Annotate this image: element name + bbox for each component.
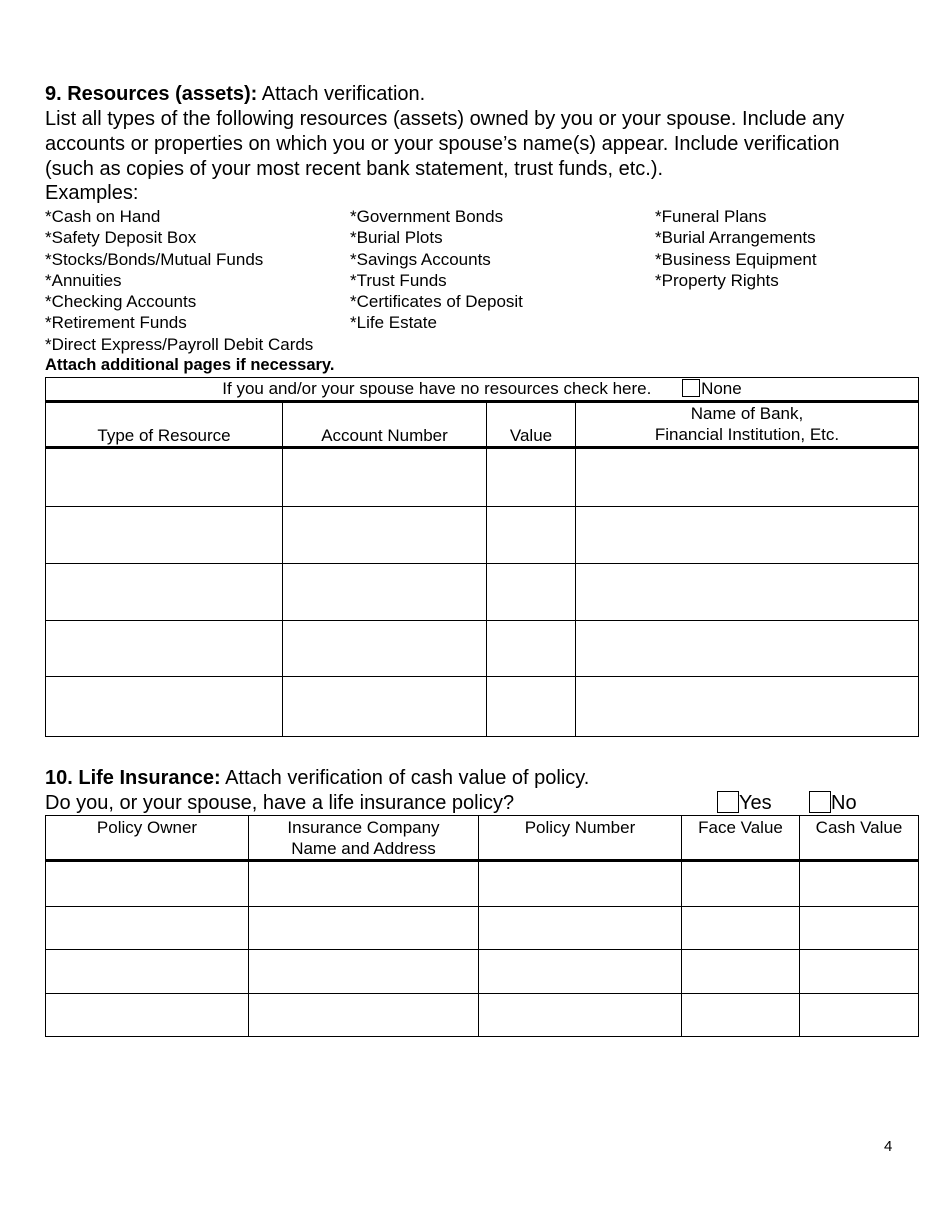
no-option[interactable]: [809, 791, 857, 816]
examples-label: Examples:: [45, 182, 139, 204]
section-9-title-rest: Attach verification.: [257, 83, 426, 105]
header-type-of-resource: Type of Resource: [97, 426, 231, 445]
example-item: *Government Bonds: [350, 207, 504, 226]
section-9-description: List all types of the following resources (assets) owned by you or your spouse. Include any accounts or properties on which you or your spouse’s name(s) appear. Include verification (such as copies of your most recent bank statement, trust funds, etc.).: [45, 108, 845, 180]
column-divider: [681, 816, 682, 1036]
column-divider: [799, 816, 800, 1036]
examples-column-3: [655, 206, 817, 291]
row-divider: [46, 906, 918, 907]
examples-column-2: [350, 206, 523, 334]
column-divider: [282, 403, 283, 736]
resources-table: [45, 377, 919, 737]
header-face-value: Face Value: [698, 818, 783, 837]
header-cash-value: Cash Value: [815, 818, 903, 837]
example-item: *Safety Deposit Box: [45, 228, 197, 248]
header-divider: [46, 446, 918, 449]
example-item: *Checking Accounts: [45, 292, 197, 312]
example-item: *Funeral Plans: [655, 207, 767, 226]
no-resources-prompt: If you and/or your spouse have no resources check here.: [222, 379, 652, 398]
examples-column-1: [45, 206, 313, 355]
header-account-number: Account Number: [321, 426, 448, 445]
example-item: *Trust Funds: [350, 270, 447, 290]
header-company-line-1: Insurance Company: [287, 818, 440, 837]
example-item: *Property Rights: [655, 270, 779, 290]
none-checkbox[interactable]: [682, 379, 700, 397]
header-divider: [46, 859, 918, 862]
column-divider: [486, 403, 487, 736]
example-item: *Life Estate: [350, 313, 437, 333]
no-resources-row: [46, 378, 918, 403]
row-divider: [46, 563, 918, 564]
resources-grid: [46, 403, 918, 736]
row-divider: [46, 676, 918, 677]
header-policy-number: Policy Number: [524, 818, 636, 837]
yes-option[interactable]: [717, 791, 772, 816]
section-9-title: [45, 82, 425, 107]
page-number: 4: [884, 1138, 893, 1155]
example-item: *Annuities: [45, 270, 122, 290]
life-insurance-question: Do you, or your spouse, have a life insurance policy?: [45, 792, 515, 814]
example-item: *Savings Accounts: [350, 249, 491, 269]
example-item: *Certificates of Deposit: [350, 292, 523, 312]
section-10-title-rest: Attach verification of cash value of policy.: [220, 767, 590, 789]
header-bank-name: [576, 403, 918, 445]
header-policy-owner: Policy Owner: [96, 818, 198, 837]
header-insurance-company: [249, 817, 478, 859]
example-item: *Business Equipment: [655, 249, 817, 269]
example-item: *Burial Arrangements: [655, 228, 816, 248]
section-10-title-bold: 10. Life Insurance:: [45, 767, 221, 789]
row-divider: [46, 506, 918, 507]
header-bank-line-2: Financial Institution, Etc.: [654, 425, 840, 444]
section-10-title: [45, 766, 589, 791]
no-checkbox[interactable]: [809, 791, 831, 813]
example-item: *Retirement Funds: [45, 313, 187, 333]
header-company-line-2: Name and Address: [291, 839, 436, 858]
column-divider: [575, 403, 576, 736]
attach-pages-note: Attach additional pages if necessary.: [45, 356, 335, 374]
yes-label: Yes: [739, 792, 772, 814]
column-divider: [478, 816, 479, 1036]
none-checkbox-label: None: [701, 379, 742, 398]
row-divider: [46, 620, 918, 621]
example-item: *Stocks/Bonds/Mutual Funds: [45, 249, 264, 269]
row-divider: [46, 993, 918, 994]
yes-checkbox[interactable]: [717, 791, 739, 813]
header-bank-line-1: Name of Bank,: [690, 404, 804, 423]
no-label: No: [831, 792, 857, 814]
section-9-title-bold: 9. Resources (assets):: [45, 83, 258, 105]
example-item: *Cash on Hand: [45, 207, 161, 226]
row-divider: [46, 949, 918, 950]
life-insurance-table: [45, 815, 919, 1037]
example-item: *Direct Express/Payroll Debit Cards: [45, 334, 314, 354]
example-item: *Burial Plots: [350, 228, 443, 248]
header-value: Value: [509, 426, 553, 445]
